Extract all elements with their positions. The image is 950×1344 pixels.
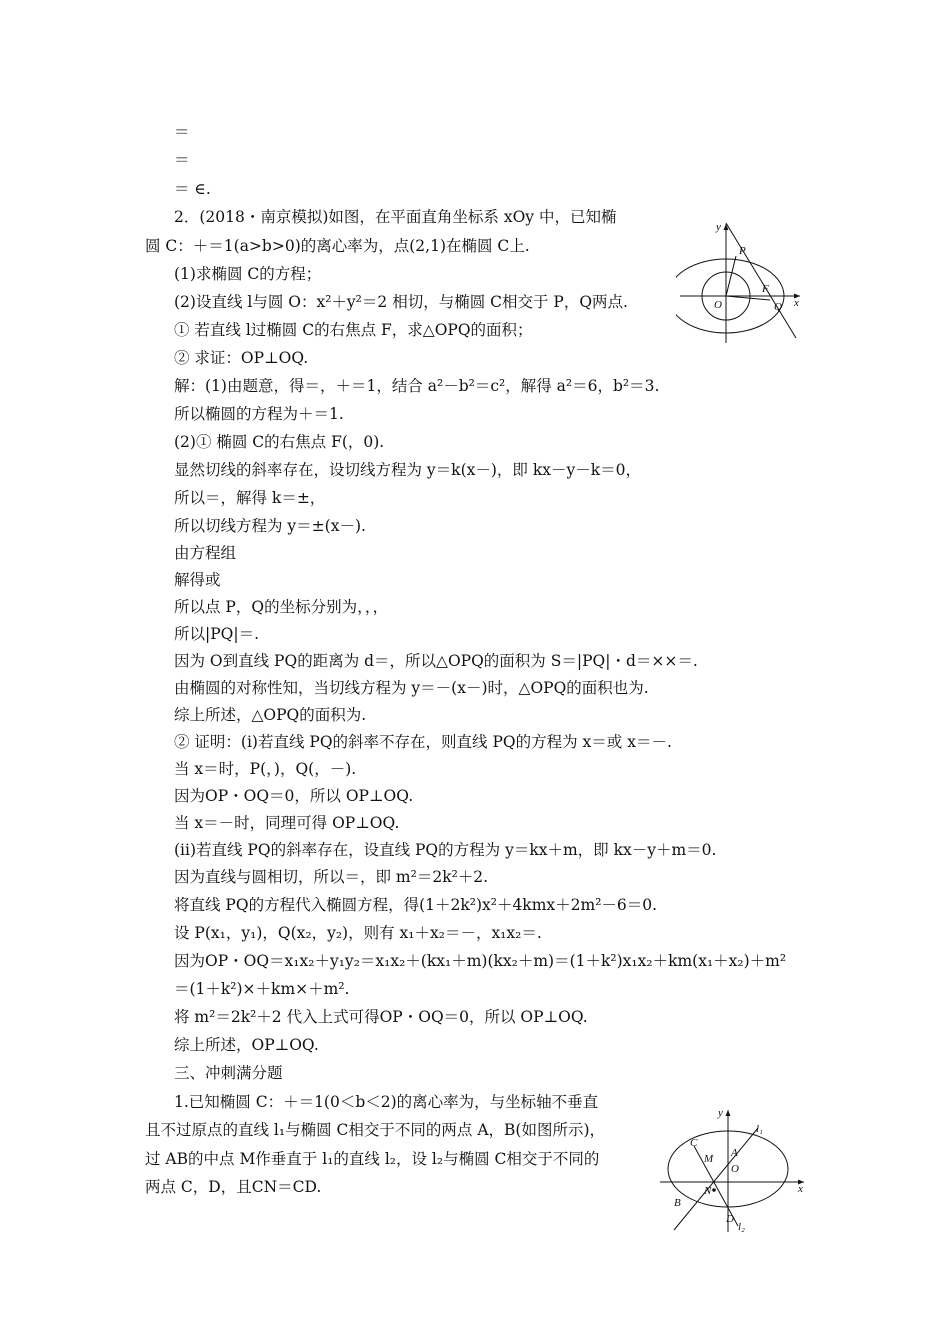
segment-op (726, 256, 736, 296)
solution-line: 由椭圆的对称性知，当切线方程为 y＝－(x－)时，△OPQ的面积也为. (174, 679, 649, 697)
solution-line: 综上所述，OP⊥OQ. (174, 1036, 319, 1054)
label-d: D (726, 1213, 734, 1225)
solution-line: 当 x＝－时，同理可得 OP⊥OQ. (174, 814, 400, 832)
problem-2-heading: 2．(2018・南京模拟)如图，在平面直角坐标系 xOy 中，已知椭 (174, 208, 617, 226)
solution-line: 当 x＝时，P(，)，Q(，－). (174, 760, 357, 778)
label-f: F (762, 283, 769, 295)
label-y: y (716, 221, 721, 233)
label-l2: l₂ (738, 1221, 745, 1233)
label-q: Q (774, 301, 782, 313)
ellipse-chords-figure (658, 1106, 808, 1236)
solution-line: 所以|PQ|＝. (174, 625, 260, 643)
segment-oq (726, 296, 770, 300)
label-b: B (674, 1197, 681, 1209)
problem-1-line: 1.已知椭圆 C：＋＝1(0＜b＜2)的离心率为，与坐标轴不垂直 (174, 1093, 599, 1111)
solution-line: 将直线 PQ的方程代入椭圆方程，得(1＋2k²)x²＋4kmx＋2m²－6＝0. (174, 896, 658, 914)
solution-line: 所以＝，解得 k＝±， (174, 489, 326, 507)
problem-1-line: 两点 C，D，且CN＝CD. (145, 1178, 322, 1196)
solution-line: 显然切线的斜率存在，设切线方程为 y＝k(x－)，即 kx－y－k＝0， (174, 461, 641, 479)
text-line: ＝ (174, 123, 190, 141)
label-a: A (731, 1147, 738, 1159)
label-x: x (798, 1183, 803, 1195)
label-o: O (714, 299, 722, 311)
solution-line: 因为OP・OQ＝0，所以 OP⊥OQ. (174, 787, 414, 805)
y-axis-arrow (726, 1110, 731, 1116)
solution-line: ② 证明：(ⅰ)若直线 PQ的斜率不存在，则直线 PQ的方程为 x＝或 x＝－. (174, 733, 672, 751)
solution-line: 因为 O到直线 PQ的距离为 d＝，所以△OPQ的面积为 S＝|PQ|・d＝××＝. (174, 652, 698, 670)
label-c: C (690, 1137, 698, 1149)
solution-line: 因为直线与圆相切，所以＝，即 m²＝2k²＋2. (174, 868, 489, 886)
solution-line: 因为OP・OQ＝x₁x₂＋y₁y₂＝x₁x₂＋(kx₁＋m)(kx₂＋m)＝(1＋k²)x₁x₂＋km(x₁＋x₂)＋m² (174, 952, 787, 970)
solution-line: 综上所述，△OPQ的面积为. (174, 706, 367, 724)
text-line: 圆 C：＋＝1(a>b>0)的离心率为，点(2,1)在椭圆 C上. (145, 237, 530, 255)
solution-line: 解：(1)由题意，得＝，＋＝1，结合 a²－b²＝c²，解得 a²＝6，b²＝3. (174, 377, 660, 395)
solution-line: 设 P(x₁，y₁)，Q(x₂，y₂)，则有 x₁＋x₂＝－，x₁x₂＝. (174, 924, 542, 942)
label-m: M (704, 1153, 714, 1165)
text-line: ＝ (174, 151, 190, 169)
solution-line: 所以椭圆的方程为＋＝1. (174, 405, 344, 423)
problem-1-line: 且不过原点的直线 l₁与椭圆 C相交于不同的两点 A，B(如图所示)， (145, 1121, 605, 1139)
solution-line: 将 m²＝2k²＋2 代入上式可得OP・OQ＝0，所以 OP⊥OQ. (174, 1008, 588, 1026)
text-line: (2)设直线 l与圆 O：x²＋y²＝2 相切，与椭圆 C相交于 P，Q两点. (174, 293, 628, 311)
label-l1: l₁ (756, 1123, 763, 1135)
y-axis-arrow (724, 224, 729, 230)
ellipse-tangent-figure (676, 218, 806, 348)
solution-line: (ⅱ)若直线 PQ的斜率存在，设直线 PQ的方程为 y＝kx＋m，即 kx－y＋m＝0. (174, 841, 717, 859)
text-line: ① 若直线 l过椭圆 C的右焦点 F，求△OPQ的面积； (174, 321, 533, 339)
problem-1-line: 过 AB的中点 M作垂直于 l₁的直线 l₂，设 l₂与椭圆 C相交于不同的 (145, 1150, 600, 1168)
solution-line: 解得或 (174, 571, 221, 589)
label-y: y (718, 1107, 723, 1119)
solution-line: ＝(1＋k²)×＋km×＋m². (174, 980, 350, 998)
text-line: (1)求椭圆 C的方程； (174, 265, 322, 283)
solution-line: 所以切线方程为 y＝±(x－). (174, 517, 366, 535)
label-p: P (739, 245, 746, 257)
point-n (712, 1188, 716, 1192)
label-x: x (794, 297, 799, 309)
text-line: ② 求证：OP⊥OQ. (174, 349, 309, 367)
solution-line: 由方程组 (174, 544, 237, 562)
text-line: ＝ ∈. (174, 180, 211, 198)
tangent-line (726, 223, 796, 338)
label-n: N (704, 1185, 712, 1197)
line-l1 (674, 1128, 758, 1230)
solution-line: (2)① 椭圆 C的右焦点 F(，0). (174, 433, 385, 451)
section-heading: 三、冲刺满分题 (174, 1064, 283, 1082)
solution-line: 所以点 P，Q的坐标分别为，，， (174, 598, 389, 616)
label-o: O (731, 1163, 739, 1175)
